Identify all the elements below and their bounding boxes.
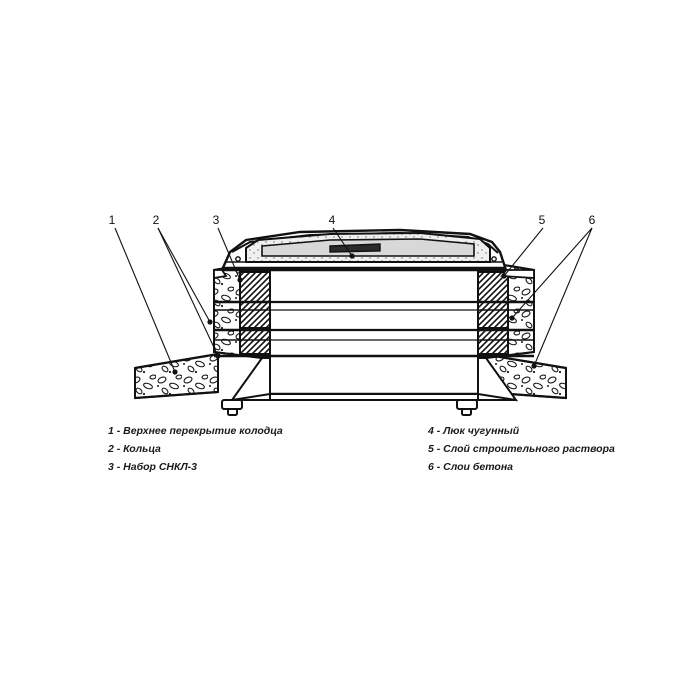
legend [108, 422, 615, 478]
legend-column-left [108, 422, 283, 476]
right-ring-stack [478, 272, 508, 354]
base-support-feet [222, 400, 477, 415]
drawing-body [109, 213, 596, 415]
legend-item-5: 5 - Слой строительного раствора [428, 443, 615, 455]
callout-number-1: 1 [108, 213, 116, 227]
callout-number-2: 2 [152, 213, 160, 227]
callout-number-3: 3 [212, 213, 220, 227]
shaft-body [270, 276, 478, 394]
left-ring-stack [240, 272, 270, 354]
legend-item-1: 1 - Верхнее перекрытие колодца [108, 425, 283, 437]
callout-number-5: 5 [538, 213, 546, 227]
legend-column-right [428, 422, 615, 476]
cast-iron-hatch [214, 230, 534, 278]
callout-numbers [109, 213, 596, 227]
legend-item-3: 3 - Набор СНКЛ-3 [108, 461, 198, 473]
callout-number-4: 4 [328, 213, 336, 227]
legend-item-4: 4 - Люк чугунный [428, 425, 520, 437]
legend-item-2: 2 - Кольца [108, 443, 161, 455]
left-ground-slab [135, 354, 218, 398]
legend-item-6: 6 - Слои бетона [428, 461, 514, 473]
callout-number-6: 6 [588, 213, 596, 227]
